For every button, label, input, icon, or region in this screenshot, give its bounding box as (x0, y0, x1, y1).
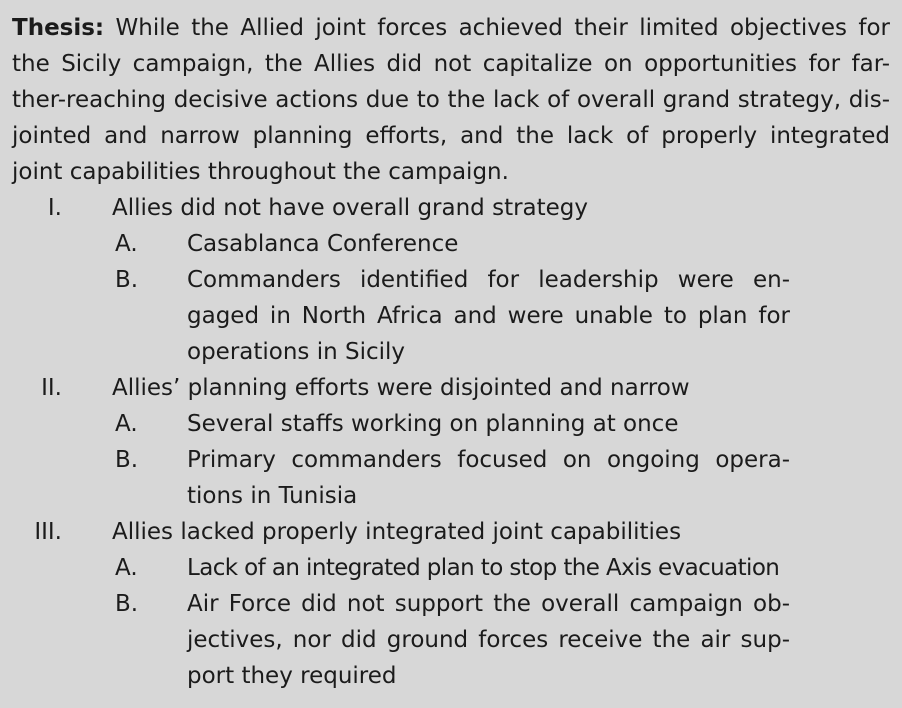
outline-item-2-sub-b: Primary commanders focused on ongoing opera-tions in Tunisia (187, 447, 790, 509)
outline-item-1: Allies did not have overall grand strategy (112, 195, 589, 221)
outline-item-2-sub-b-letter: B. (115, 447, 139, 473)
outline-item-1-sub-b: Commanders identified for leadership were en-gaged in North Africa and were unable to plan for operations in Sicily (187, 267, 790, 365)
thesis-label: Thesis: (12, 15, 105, 41)
outline-item-3-sub-a: Lack of an integrated plan to stop the Axis evacuation (187, 555, 780, 581)
outline-numeral-2: II. (41, 375, 62, 401)
outline-item-2-sub-a: Several staffs working on planning at once (187, 411, 679, 437)
thesis-paragraph (12, 10, 890, 190)
outline-item-3-sub-a-letter: A. (115, 555, 138, 581)
outline-item-2-sub-a-letter: A. (115, 411, 138, 437)
outline-item-2: Allies’ planning efforts were disjointed and narrow (112, 375, 690, 401)
thesis-text: While the Allied joint forces achieved their limited objectives for the Sicily campaign, the Allies did not capitalize on opportunities for far-ther-reaching decisive actions due to the lack of overall grand strategy, dis-jointed and narrow planning efforts, and the lack of properly integrated joint capabilities throughout the campaign. (12, 15, 891, 185)
outline-numeral-3: III. (34, 519, 62, 545)
outline-item-1-sub-a-letter: A. (115, 231, 138, 257)
outline-item-1-sub-a: Casablanca Conference (187, 231, 459, 257)
outline-numeral-1: I. (47, 195, 62, 221)
outline-item-3-sub-b: Air Force did not support the overall campaign ob-jectives, nor did ground forces receive the air sup-port they required (187, 591, 790, 689)
outline-item-1-sub-b-letter: B. (115, 267, 139, 293)
outline-item-3-sub-b-letter: B. (115, 591, 139, 617)
outline-item-3: Allies lacked properly integrated joint capabilities (112, 519, 682, 545)
